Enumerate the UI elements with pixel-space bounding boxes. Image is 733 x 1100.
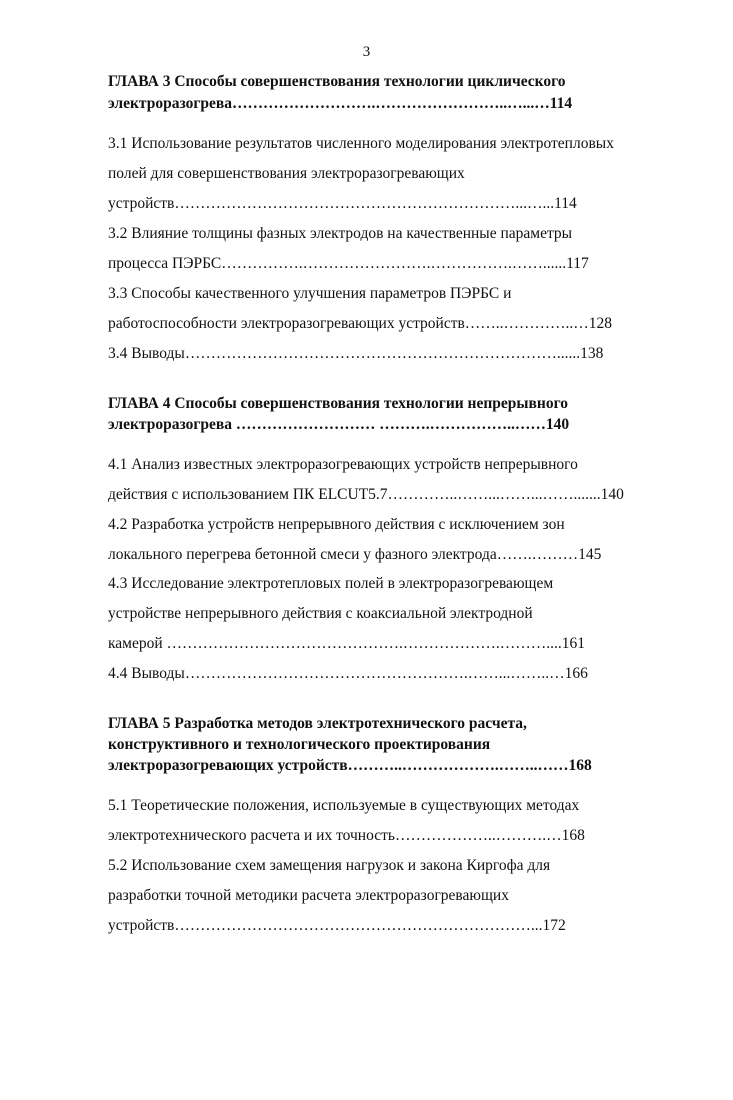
- section-4-2-line-2: локального перегрева бетонной смеси у фазного электрода…….………145: [108, 546, 602, 563]
- section-3-2-line-2: процесса ПЭРБС…………….…………………….…………….……......117: [108, 255, 589, 272]
- section-4-3-line-1: 4.3 Исследование электротепловых полей в электроразогревающем: [108, 575, 554, 592]
- chapter-3-title-line-1: ГЛАВА 3 Способы совершенствования технологии циклического: [108, 73, 566, 90]
- section-4-1-line-1: 4.1 Анализ известных электроразогревающих устройств непрерывного: [108, 456, 578, 473]
- chapter-5-title-line-1: ГЛАВА 5 Разработка методов электротехнического расчета,: [108, 715, 527, 732]
- chapter-4-title-line-1: ГЛАВА 4 Способы совершенствования технологии непрерывного: [108, 395, 568, 412]
- section-5-2-line-2: разработки точной методики расчета электроразогревающих: [108, 887, 509, 904]
- section-3-3-line-2: работоспособности электроразогревающих устройств……..…………..…128: [108, 315, 613, 332]
- section-4-3-line-2: устройстве непрерывного действия с коаксиальной электродной: [108, 605, 533, 622]
- section-3-1-line-1: 3.1 Использование результатов численного моделирования электротепловых: [108, 135, 614, 152]
- section-5-1-line-1: 5.1 Теоретические положения, используемые в существующих методах: [108, 797, 580, 814]
- chapter-4-title-line-2: электроразогрева ……………………… ……….……………..……140: [108, 416, 570, 433]
- section-5-2-line-1: 5.2 Использование схем замещения нагрузок и закона Киргофа для: [108, 857, 551, 874]
- chapter-5-title-line-3: электроразогревающих устройств………..……………….……..……168: [108, 757, 592, 774]
- section-5-2-line-3: устройств……………………………………………………………...172: [108, 917, 566, 934]
- chapter-5-title-line-2: конструктивного и технологического проектирования: [108, 736, 491, 753]
- section-3-3-line-1: 3.3 Способы качественного улучшения параметров ПЭРБС и: [108, 285, 512, 302]
- section-5-1-line-2: электротехнического расчета и их точность………………..……….…168: [108, 827, 585, 844]
- section-4-4-line-1: 4.4 Выводы……………………………………………….……...……..…166: [108, 665, 588, 682]
- section-4-3-line-3: камерой ……………………………………….……………….………....161: [108, 635, 586, 652]
- section-3-4-line-1: 3.4 Выводы………………………………………………………………......138: [108, 345, 604, 362]
- section-3-1-line-3: устройств…………………………………………………………...…...114: [108, 195, 577, 212]
- section-3-2-line-1: 3.2 Влияние толщины фазных электродов на качественные параметры: [108, 225, 573, 242]
- section-4-2-line-1: 4.2 Разработка устройств непрерывного действия с исключением зон: [108, 516, 565, 533]
- section-3-1-line-2: полей для совершенствования электроразогревающих: [108, 165, 465, 182]
- section-4-1-line-2: действия с использованием ПК ELCUT5.7…………..……...……...…….......140: [108, 486, 624, 503]
- chapter-3-title-line-2: электроразогрева……………………….……………………..…...…114: [108, 95, 573, 112]
- page-number: 3: [362, 44, 371, 60]
